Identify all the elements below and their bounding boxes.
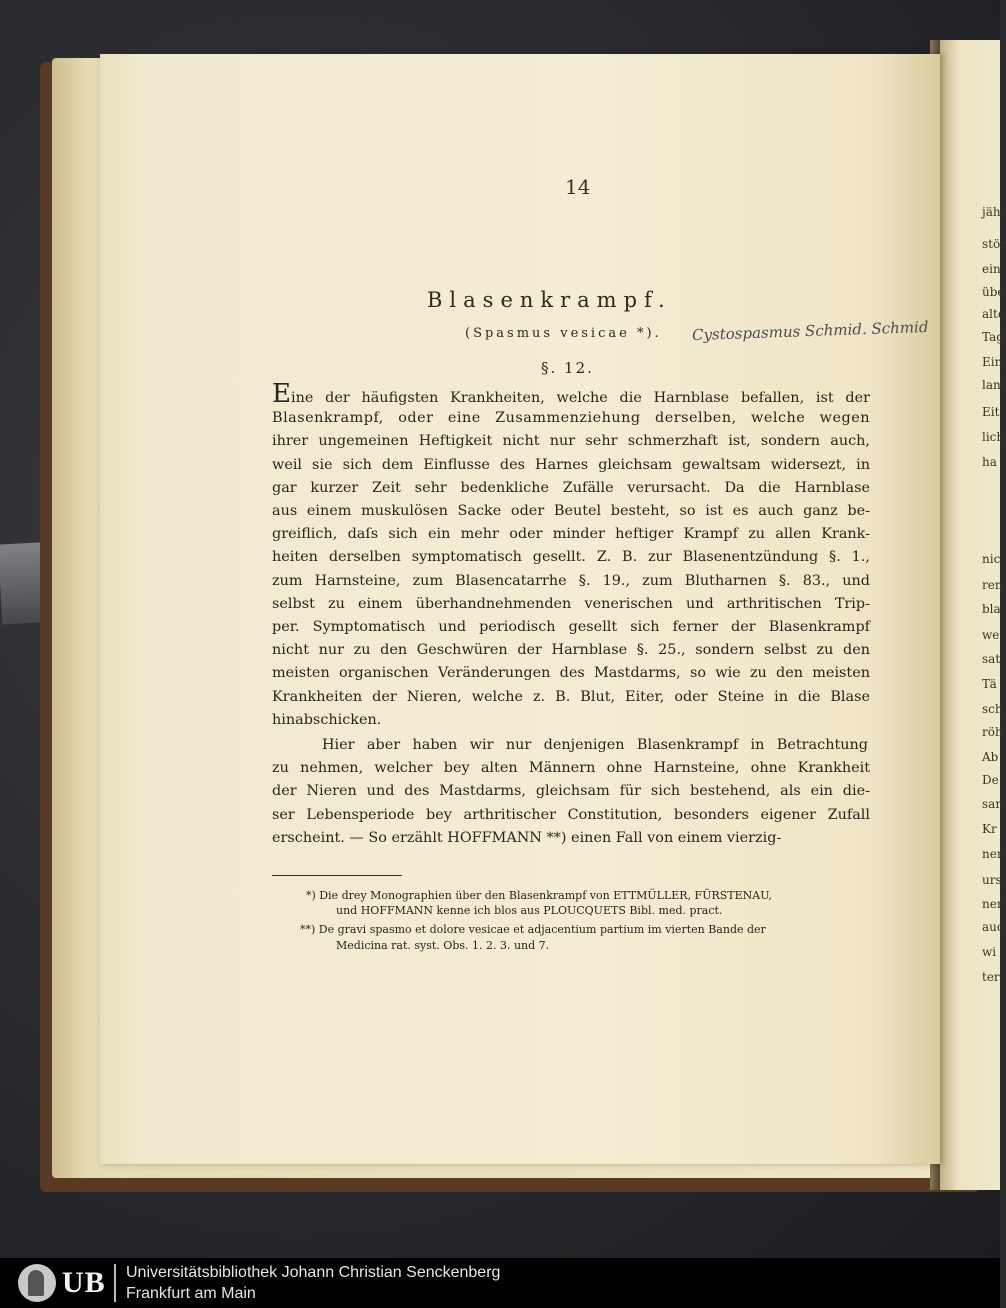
ub-logo [18,1264,106,1302]
right-page-edge [940,40,1006,1190]
right-page-word: jähr [982,205,1006,219]
body-line: erscheint. — So erzählt HOFFMANN **) einen Fall von einem vierzig- [272,829,782,846]
right-page-word: ren [982,578,1003,592]
body-line: selbst zu einem überhandnehmenden venerischen und arthritischen Trip- [272,595,870,612]
right-page-word: nic [982,552,1001,566]
body-line: meisten organischen Veränderungen des Mastdarms, so wie zu den meisten [272,665,870,682]
right-page-word: lich [982,430,1005,444]
body-line [272,379,870,409]
right-page-word: stör [982,237,1006,251]
right-page-word: Eit [982,405,1000,419]
body-line: weil sie sich dem Einflusse des Harnes gleichsam gewaltsam widersezt, in [272,456,870,473]
footnote-line: **) De gravi spasmo et dolore vesicae et adjacentium partium im vierten Bande der [300,923,766,936]
body-line-text: ine der häufigsten Krankheiten, welche die Harnblase befallen, ist der [290,390,870,406]
body-line: zu nehmen, welcher bey alten Männern ohne Harnsteine, ohne Krankheit [272,760,870,777]
right-page-word: ter [982,970,1000,984]
body-line: zum Harnsteine, zum Blasencatarrhe §. 19., zum Blutharnen §. 83., und [272,572,870,589]
right-page-word: ner [982,897,1003,911]
right-page-word: Tag [982,330,1004,344]
right-page-word: san [982,797,1004,811]
right-page-word: we [982,628,1000,642]
right-page-word: Ab [982,750,999,764]
body-line: heiten derselben symptomatisch gesellt. Z. B. zur Blasenentzündung §. 1., [272,549,870,566]
page-title: Blasenkrampf. [427,288,672,312]
right-page-word: Ein [982,355,1003,369]
body-line: der Nieren und des Mastdarms, gleichsam für sich bestehend, als ein die- [272,783,870,800]
section-number: §. 12. [541,359,594,377]
handwritten-annotation: Cystospasmus Schmid. Schmid [691,317,929,345]
right-page-word: Tä [982,677,997,691]
body-line: gar kurzer Zeit sehr bedenkliche Zufälle verursacht. Da die Harnblase [272,479,870,496]
right-page-word: wi [982,945,997,959]
body-line: per. Symptomatisch und periodisch gesellt sich ferner der Blasenkrampf [272,619,870,635]
page-subtitle: (Spasmus vesicae *). [465,326,662,341]
body-line: ihrer ungemeinen Heftigkeit nicht nur sehr schmerzhaft ist, sondern auch, [272,433,870,450]
drop-cap: E [272,379,291,409]
right-page-word: ha [982,455,997,469]
ub-logo-text: UB [62,1266,106,1299]
body-line: hinabschicken. [272,711,382,728]
footnote-line: und HOFFMANN kenne ich blos aus PLOUCQUETS Bibl. med. pract. [336,904,723,917]
body-line: nicht nur zu den Geschwüren der Harnblase §. 25., sondern selbst zu den [272,642,870,659]
body-line: aus einem muskulösen Sacke oder Beutel besteht, so ist es auch ganz be- [272,503,870,519]
right-page-word: alte [982,307,1005,321]
right-page-word: ner [982,847,1003,861]
body-line: Krankheiten der Nieren, welche z. B. Blut, Eiter, oder Steine in die Blase [272,688,870,705]
right-page-word: übe [982,285,1005,299]
library-footer [0,1258,1000,1308]
right-page-word: bla [982,602,1001,616]
right-page-word: sch [982,702,1003,716]
logo-divider [114,1264,116,1302]
footnote-line: *) Die drey Monographien über den Blasenkrampf von ETTMÜLLER, FÜRSTENAU, [306,889,772,902]
body-line: Hier aber haben wir nur denjenigen Blasenkrampf in Betrachtung [322,737,868,753]
right-page-word: sat [982,652,1001,666]
body-line: Blasenkrampf, oder eine Zusammenziehung derselben, welche wegen [272,410,870,427]
institution-name: Universitätsbibliothek Johann Christian Senckenberg [126,1264,501,1281]
right-page-word: auc [982,920,1004,934]
right-page-word: urs [982,873,1002,887]
page-number: 14 [565,175,591,199]
right-page-word: ein [982,262,1001,276]
right-page-word: Kr [982,822,997,836]
right-page-word: De [982,773,999,787]
body-line: greiflich, daſs sich ein mehr oder minder heftiger Krampf zu allen Krank- [272,526,870,543]
body-line: ser Lebensperiode bey arthritischer Constitution, besonders eigener Zufall [272,806,870,823]
portrait-emblem-icon [18,1264,56,1302]
institution-city: Frankfurt am Main [126,1285,256,1302]
right-page-word: lant [982,378,1006,392]
footnote-rule [272,875,402,876]
footnote-line: Medicina rat. syst. Obs. 1. 2. 3. und 7. [336,939,550,952]
right-page-word: röh [982,725,1003,739]
